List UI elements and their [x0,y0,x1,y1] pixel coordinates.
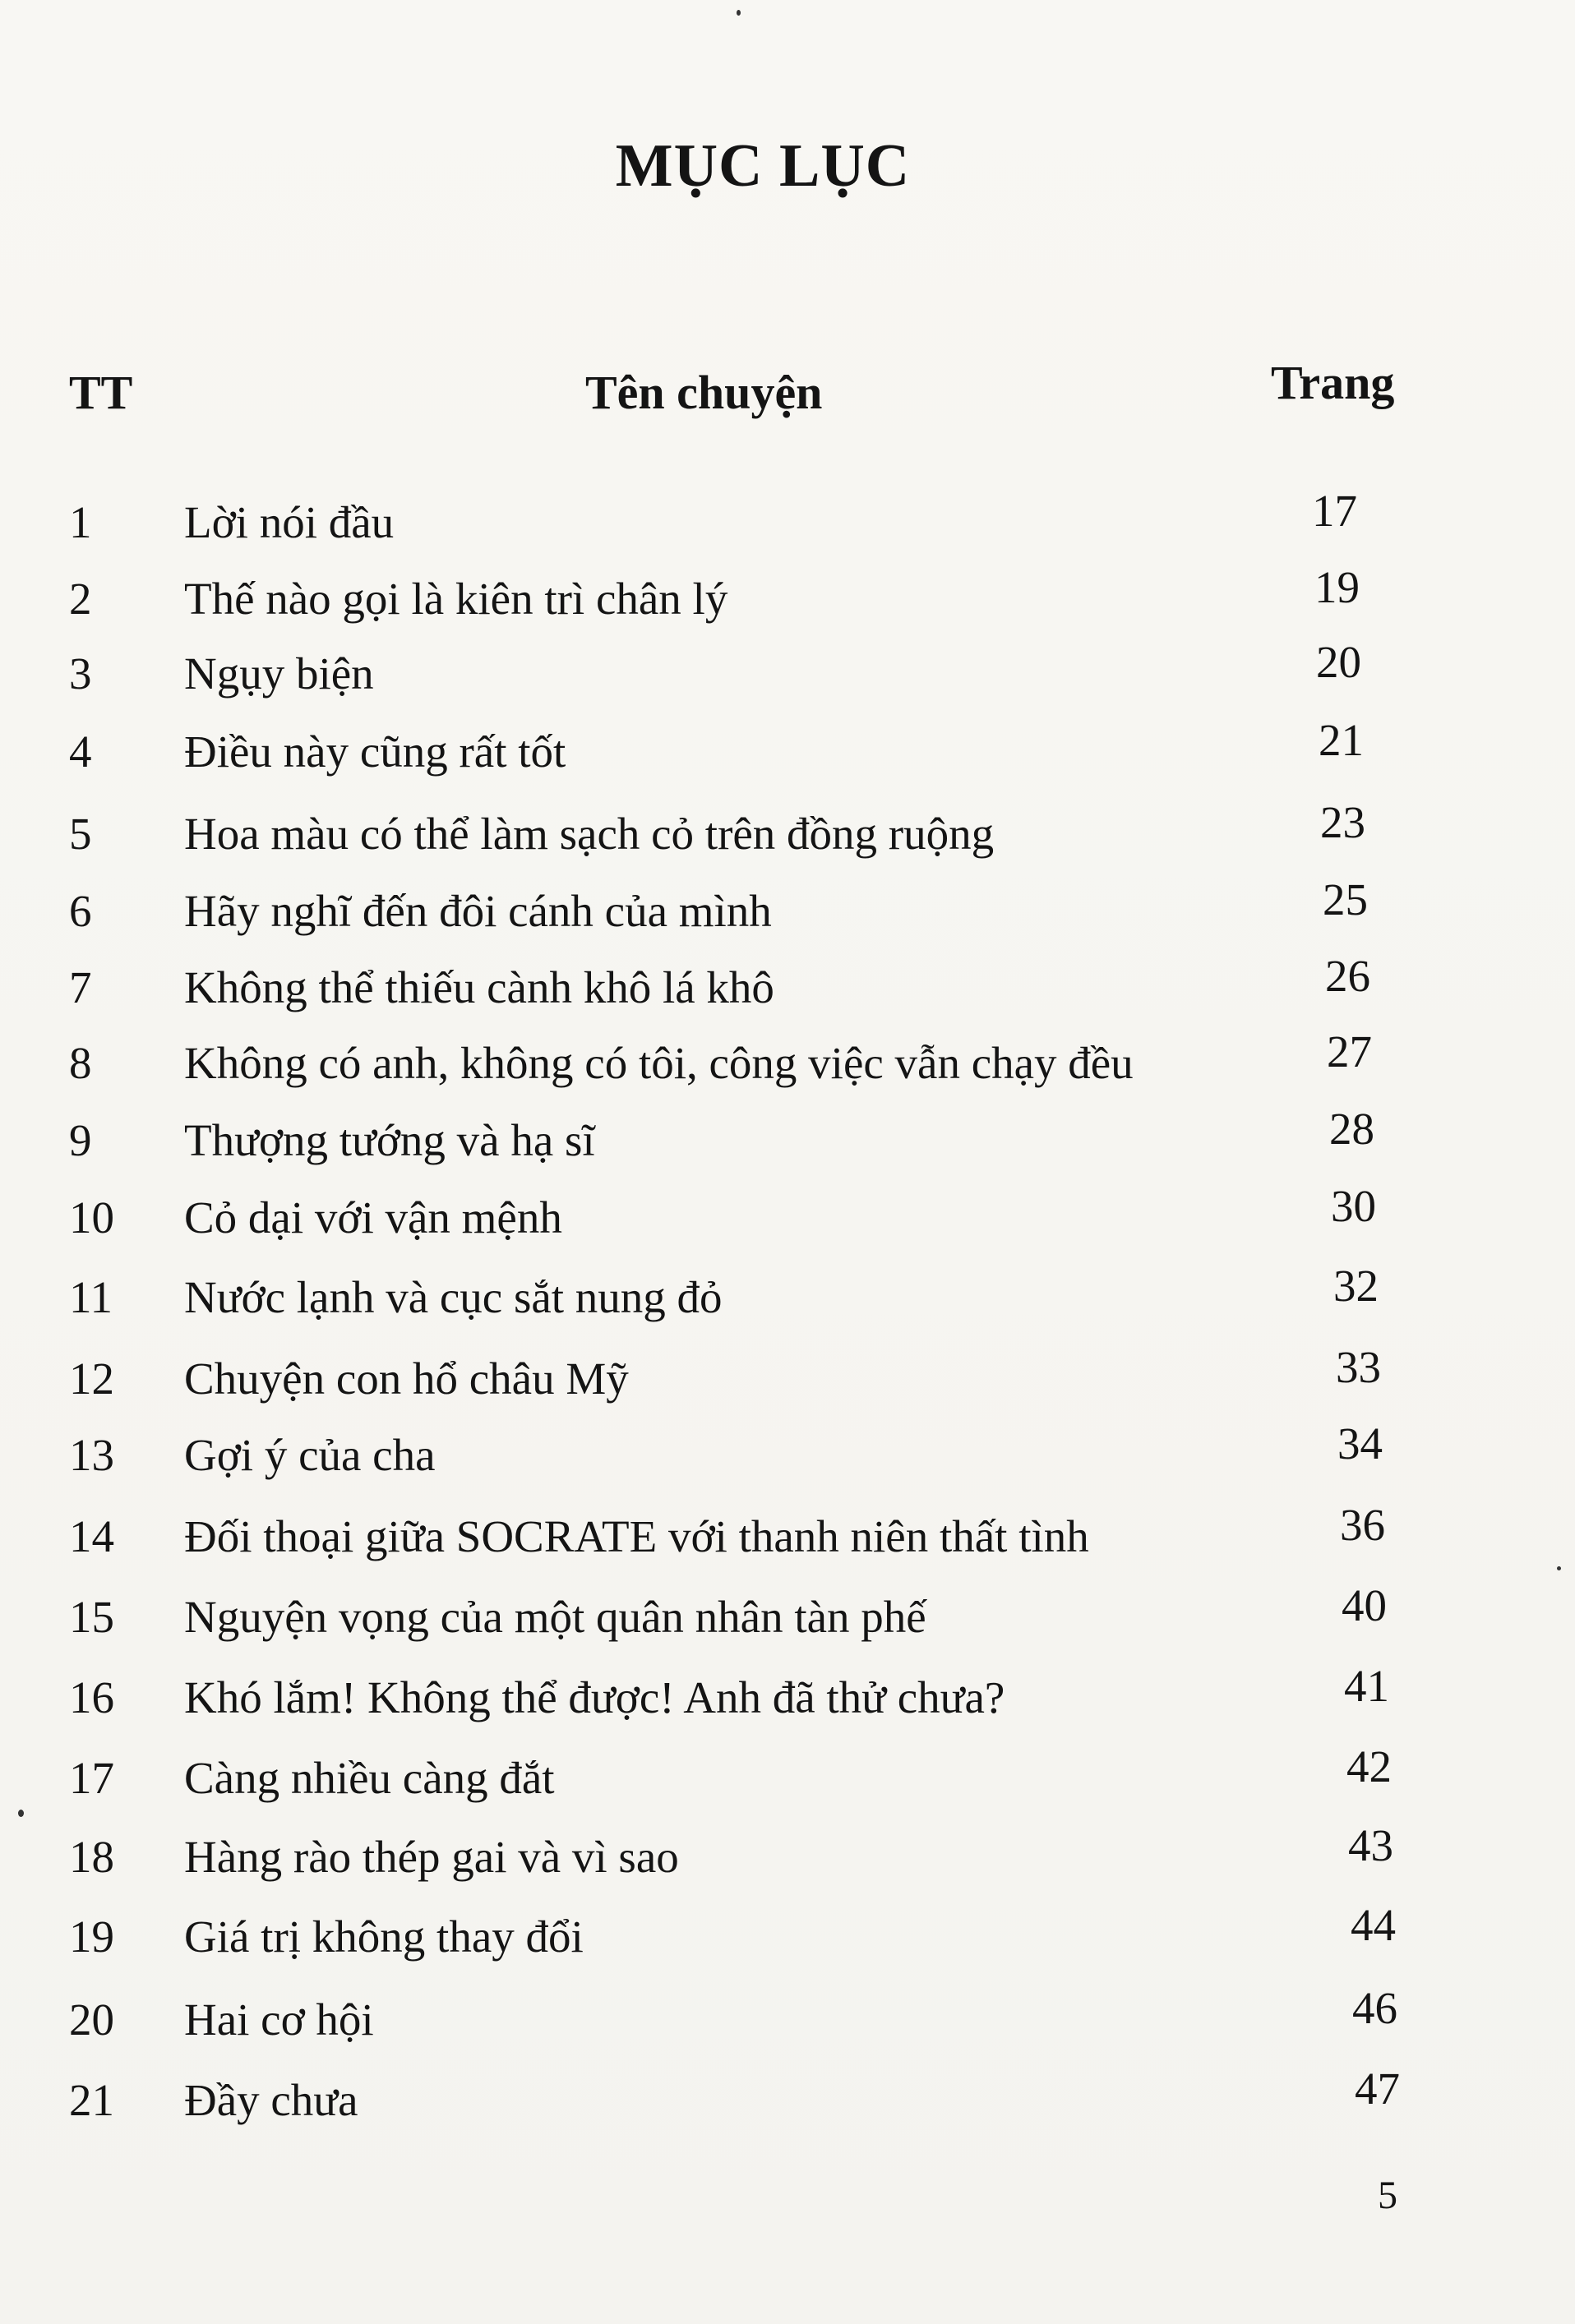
toc-entry-page: 34 [1337,1418,1383,1469]
toc-entry [0,1661,1575,1737]
toc-entry-number: 5 [69,809,92,859]
toc-entry-number: 20 [69,1994,114,2045]
toc-entry-page: 23 [1320,797,1365,847]
column-header-story-name: Tên chuyện [585,366,823,419]
toc-entry-page: 30 [1331,1181,1376,1231]
toc-entry-page: 43 [1348,1820,1393,1870]
page-title: MỤC LỤC [615,132,911,200]
toc-entry-page: 25 [1323,874,1368,925]
toc-entry-title: Điều này cũng rất tốt [184,726,566,777]
toc-entry-title: Ngụy biện [184,648,374,699]
toc-entry-title: Đầy chưa [184,2075,358,2125]
toc-entry-page: 26 [1325,951,1370,1001]
toc-entry-number: 15 [69,1592,114,1642]
toc-entry-number: 9 [69,1115,92,1165]
toc-entry-title: Thế nào gọi là kiên trì chân lý [184,574,728,624]
toc-entry-page: 47 [1355,2063,1400,2114]
toc-entry [0,1261,1575,1337]
toc-entry-number: 8 [69,1038,92,1088]
toc-entry-number: 19 [69,1911,114,1962]
toc-entry-page: 28 [1329,1104,1374,1154]
toc-entry-number: 1 [69,497,92,547]
toc-entry-title: Cỏ dại với vận mệnh [184,1192,562,1243]
toc-entry-number: 13 [69,1430,114,1480]
toc-entry-title: Hoa màu có thể làm sạch cỏ trên đồng ruộng [184,809,995,859]
toc-entry-title: Lời nói đầu [184,497,395,547]
toc-entry-title: Nước lạnh và cục sắt nung đỏ [184,1272,723,1322]
toc-entry-number: 12 [69,1353,114,1404]
toc-entry [0,1104,1575,1180]
toc-entry-title: Đối thoại giữa SOCRATE với thanh niên thất tình [184,1511,1089,1561]
toc-entry-title: Giá trị không thay đổi [184,1911,584,1962]
toc-entry-page: 36 [1340,1500,1385,1550]
toc-entry-title: Hàng rào thép gai và vì sao [184,1832,679,1882]
toc-entry-number: 6 [69,886,92,936]
toc-entry-page: 21 [1319,715,1364,765]
toc-entry [0,715,1575,791]
toc-entry-page: 17 [1312,486,1357,536]
toc-entry [0,486,1575,562]
toc-entry-title: Càng nhiều càng đắt [184,1753,555,1803]
toc-entry-page: 32 [1333,1261,1379,1311]
toc-entry-title: Không thể thiếu cành khô lá khô [184,962,774,1012]
toc-entry-title: Chuyện con hổ châu Mỹ [184,1353,629,1404]
toc-entry [0,1026,1575,1103]
column-header-page: Trang [1271,356,1395,409]
column-header-number: TT [69,366,133,419]
toc-entry [0,1741,1575,1818]
toc-entry-title: Thượng tướng và hạ sĩ [184,1115,595,1165]
toc-entry [0,797,1575,874]
toc-entry-title: Gợi ý của cha [184,1430,436,1480]
toc-entry [0,1181,1575,1257]
toc-entry-title: Hãy nghĩ đến đôi cánh của mình [184,886,772,936]
toc-entry-number: 4 [69,726,92,777]
toc-entry-number: 3 [69,648,92,699]
toc-entry-page: 19 [1314,562,1360,612]
toc-entry-title: Nguyện vọng của một quân nhân tàn phế [184,1592,926,1642]
toc-entry-number: 7 [69,962,92,1012]
toc-entry-page: 42 [1346,1741,1392,1791]
toc-entry [0,562,1575,639]
toc-entry-number: 17 [69,1753,114,1803]
toc-entry [0,1580,1575,1657]
toc-entry-page: 46 [1352,1983,1397,2033]
toc-entry-number: 16 [69,1672,114,1722]
toc-entry-number: 10 [69,1192,114,1243]
toc-entry-title: Khó lắm! Không thể được! Anh đã thử chưa? [184,1672,1005,1722]
toc-entry [0,637,1575,713]
page-number: 5 [1378,2174,1397,2217]
toc-entry-number: 14 [69,1511,114,1561]
toc-entry-page: 33 [1336,1342,1381,1392]
toc-entry-title: Hai cơ hội [184,1994,374,2045]
toc-entry-page: 20 [1316,637,1361,687]
toc-entry [0,1342,1575,1418]
toc-entry-page: 40 [1342,1580,1387,1630]
toc-entry-number: 18 [69,1832,114,1882]
toc-entry [0,874,1575,951]
toc-entry-page: 27 [1327,1026,1372,1077]
toc-entry [0,2063,1575,2140]
toc-entry-title: Không có anh, không có tôi, công việc vẫn chạy đều [184,1038,1134,1088]
toc-entry [0,1983,1575,2059]
toc-entry-number: 21 [69,2075,114,2125]
toc-entry-number: 2 [69,574,92,624]
toc-entry [0,1418,1575,1495]
toc-entry-page: 41 [1344,1661,1389,1711]
toc-entry-page: 44 [1351,1900,1396,1950]
toc-entry [0,1820,1575,1897]
toc-entry-number: 11 [69,1272,113,1322]
toc-entry [0,1900,1575,1976]
toc-entry [0,951,1575,1027]
toc-entry [0,1500,1575,1576]
